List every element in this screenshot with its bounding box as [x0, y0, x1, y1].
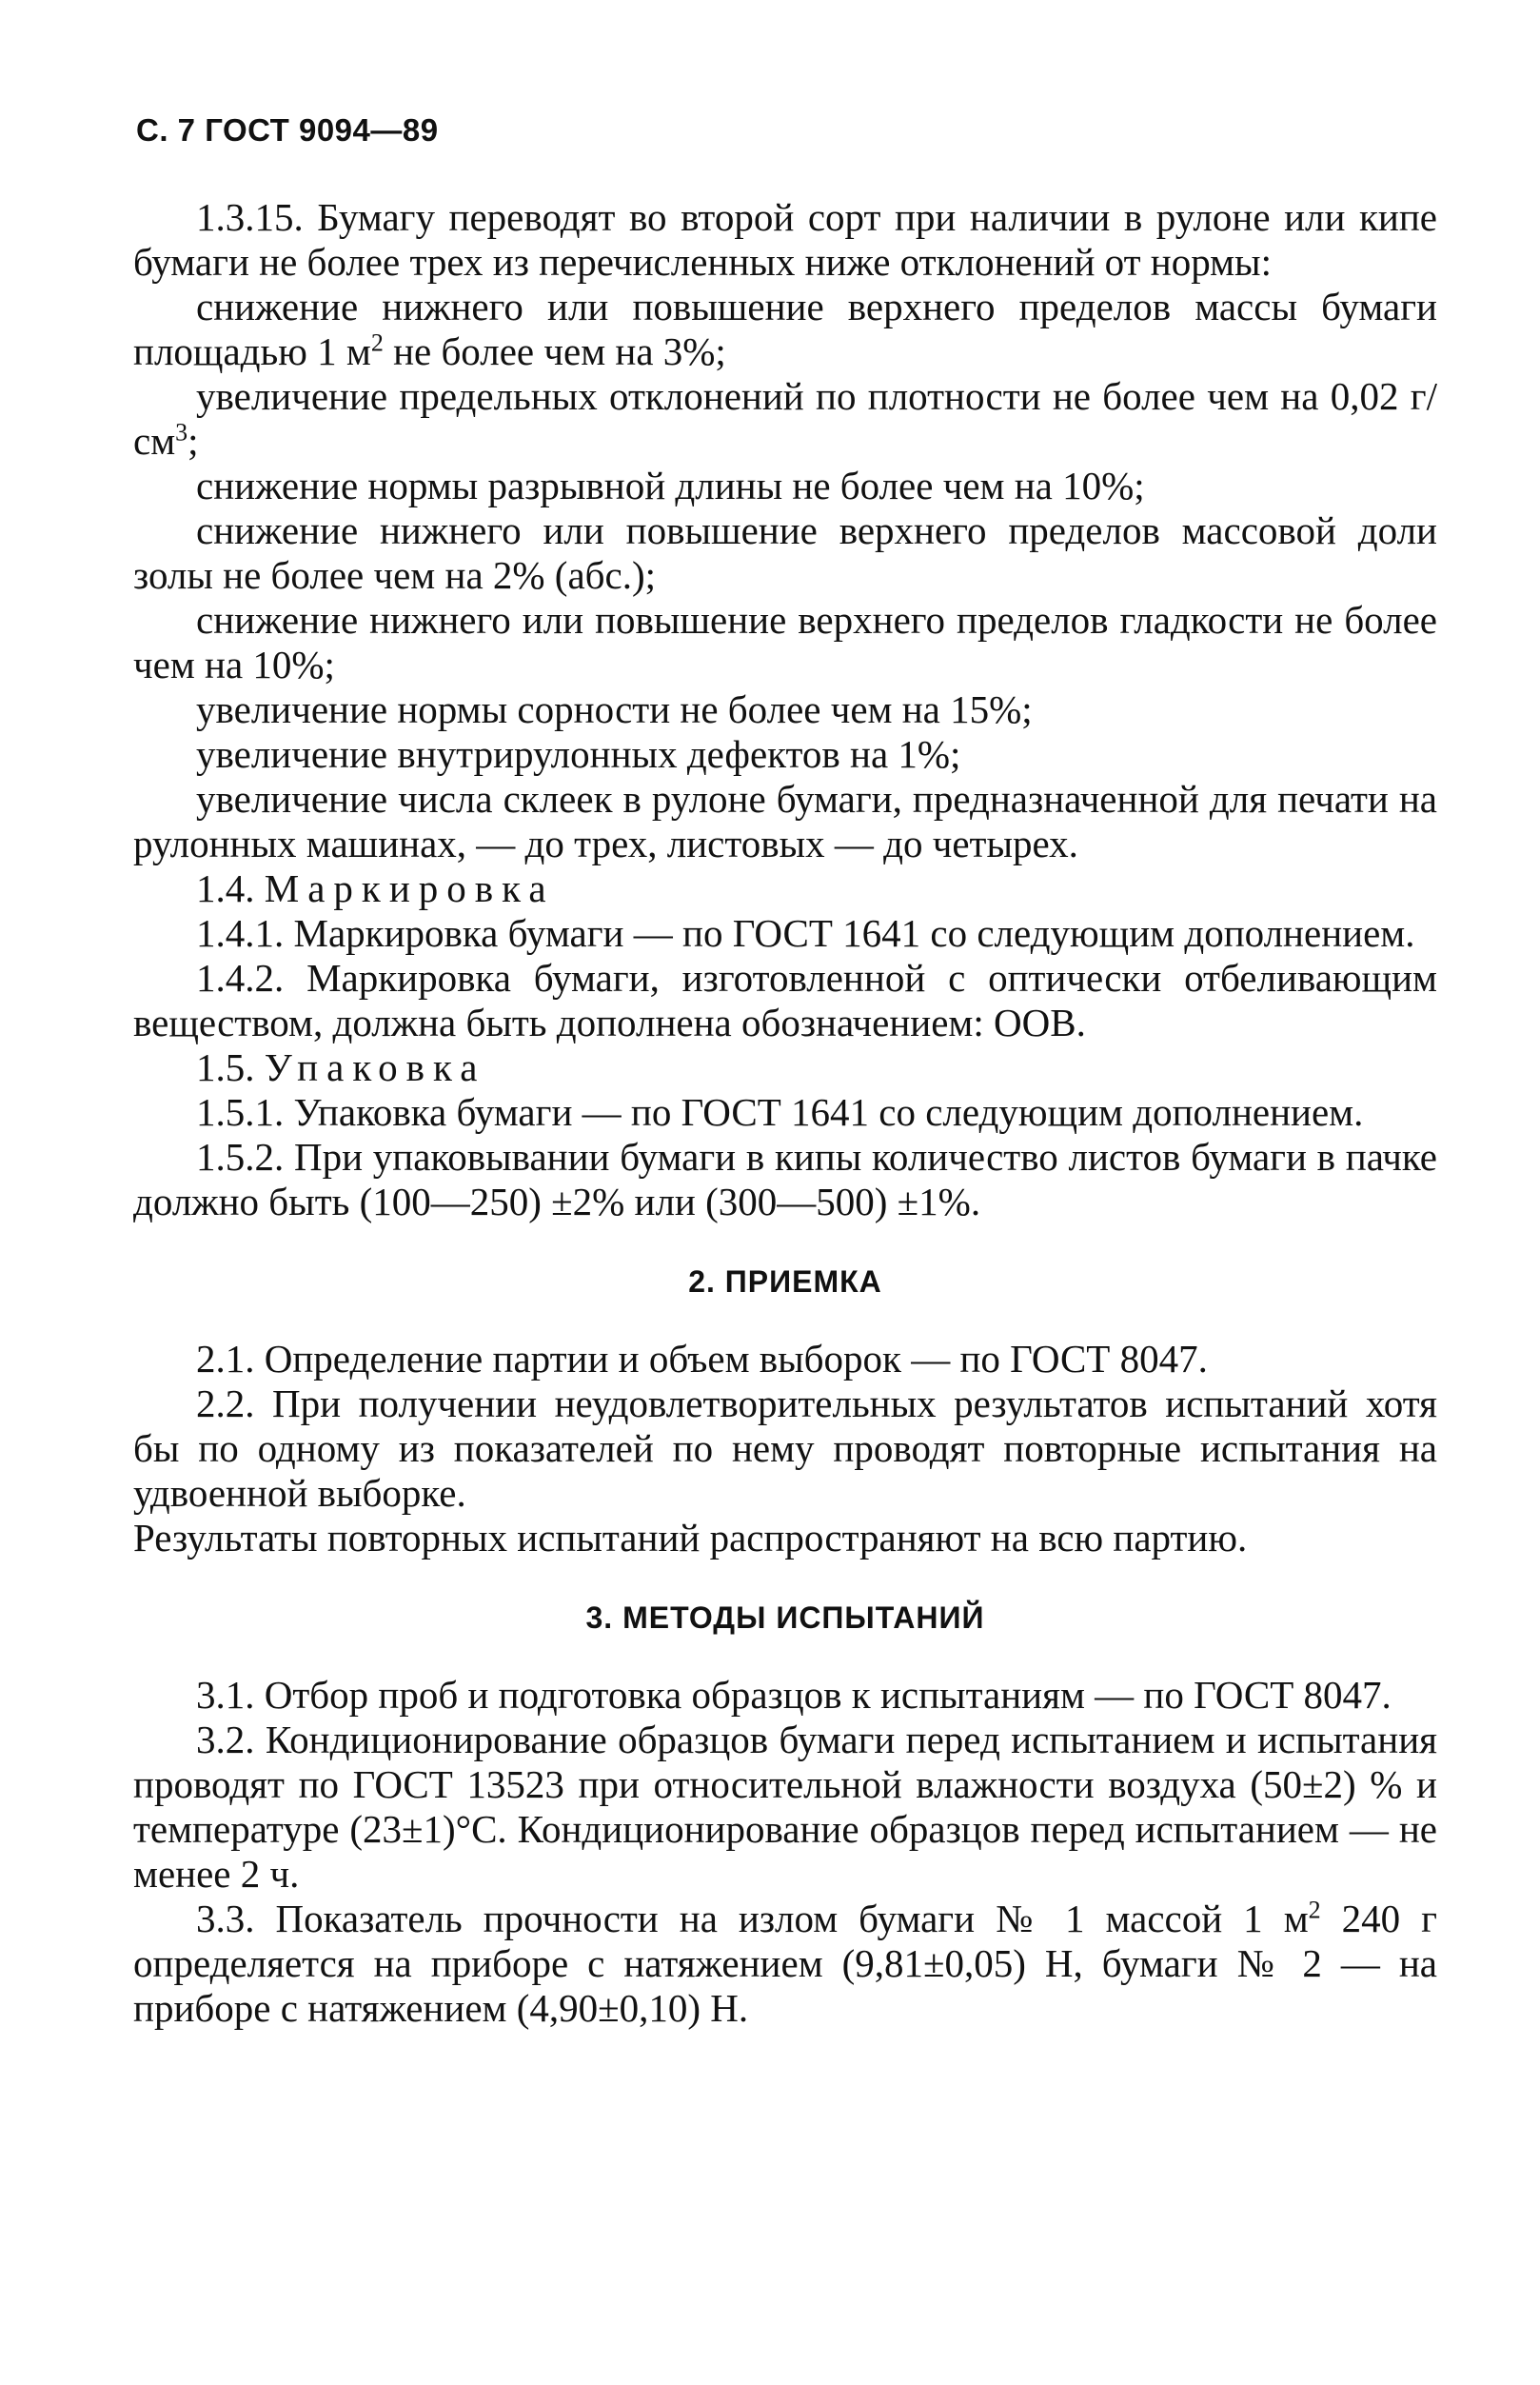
- section-title: Маркировка: [264, 866, 555, 910]
- clause-3-1: 3.1. Отбор проб и подготовка образцов к испытаниям — по ГОСТ 8047.: [196, 1673, 1392, 1717]
- clause-1-5-2: 1.5.2. При упаковывании бумаги в кипы количество листов бумаги в пачке должно быть (100—250) ±2% или (300—500) ±1%.: [133, 1135, 1437, 1223]
- clause-3-3-tail: 240 г определяется на приборе с натяжением (9,81±0,05) Н, бумаги № 2 — на приборе с натяжением (4,90±0,10) Н.: [133, 1897, 1437, 2030]
- clause-3-3-text: 3.3. Показатель прочности на излом бумаги № 1 массой 1 м: [196, 1897, 1309, 1940]
- unit-superscript: 3: [175, 418, 188, 447]
- section-1-5-title: [133, 1045, 1437, 1090]
- clause-3-3: [133, 1897, 1437, 2031]
- clause-2-2: 2.2. При получении неудовлетворительных результатов испытаний хотя бы по одному из показателей по нему проводят повторные испытания на удвоенной выборке.: [133, 1381, 1437, 1515]
- unit-superscript: 2: [370, 328, 384, 357]
- deviation-density-text: увеличение предельных отклонений по плотности не более чем на 0,02 г/см: [133, 374, 1437, 463]
- deviation-smoothness: снижение нижнего или повышение верхнего пределов гладкости не более чем на 10%;: [133, 598, 1437, 686]
- section-1-4-title: [133, 866, 1437, 911]
- clause-1-3-15: 1.3.15. Бумагу переводят во второй сорт при наличии в рулоне или кипе бумаги не более трех из перечисленных ниже отклонений от нормы:: [133, 195, 1437, 284]
- page-header: С. 7 ГОСТ 9094—89: [136, 112, 439, 148]
- deviation-defects: увеличение внутрирулонных дефектов на 1%;: [196, 732, 961, 776]
- clause-1-5-1: 1.5.1. Упаковка бумаги — по ГОСТ 1641 со следующим дополнением.: [196, 1090, 1364, 1134]
- document-body: [133, 195, 1437, 2031]
- section-title: Упаковка: [264, 1045, 486, 1089]
- section-number: 1.5.: [196, 1045, 265, 1089]
- clause-2-2-continuation: Результаты повторных испытаний распространяют на всю партию.: [133, 1516, 1248, 1560]
- section-heading-3: 3. МЕТОДЫ ИСПЫТАНИЙ: [585, 1600, 985, 1635]
- unit-superscript: 2: [1308, 1896, 1321, 1924]
- deviation-density: [133, 374, 1437, 464]
- clause-2-1: 2.1. Определение партии и объем выборок — по ГОСТ 8047.: [196, 1337, 1208, 1381]
- deviation-tensile: снижение нормы разрывной длины не более чем на 10%;: [196, 464, 1145, 507]
- section-number: 1.4.: [196, 866, 265, 910]
- section-heading-2: 2. ПРИЕМКА: [688, 1264, 882, 1299]
- clause-3-2: 3.2. Кондиционирование образцов бумаги перед испытанием и испытания проводят по ГОСТ 13523 при относительной влажности воздуха (50±2) % и температуре (23±1)°С. Кондиционирование образцов перед испытанием — не менее 2 ч.: [133, 1718, 1437, 1896]
- deviation-density-tail: ;: [188, 419, 199, 463]
- deviation-ash: снижение нижнего или повышение верхнего пределов массовой доли золы не более чем на 2% (абс.);: [133, 508, 1437, 597]
- deviation-dirt: увеличение нормы сорности не более чем на 15%;: [196, 687, 1033, 731]
- deviation-mass-text: снижение нижнего или повышение верхнего пределов массы бумаги площадью 1 м: [133, 285, 1437, 373]
- deviation-mass: [133, 285, 1437, 374]
- clause-1-4-1: 1.4.1. Маркировка бумаги — по ГОСТ 1641 со следующим дополнением.: [196, 911, 1415, 955]
- deviation-splices: увеличение числа склеек в рулоне бумаги, предназначенной для печати на рулонных машинах, — до трех, листовых — до четырех.: [133, 777, 1437, 865]
- deviation-mass-tail: не более чем на 3%;: [383, 329, 726, 373]
- clause-1-4-2: 1.4.2. Маркировка бумаги, изготовленной с оптически отбеливающим веществом, должна быть дополнена обозначением: ООВ.: [133, 956, 1437, 1044]
